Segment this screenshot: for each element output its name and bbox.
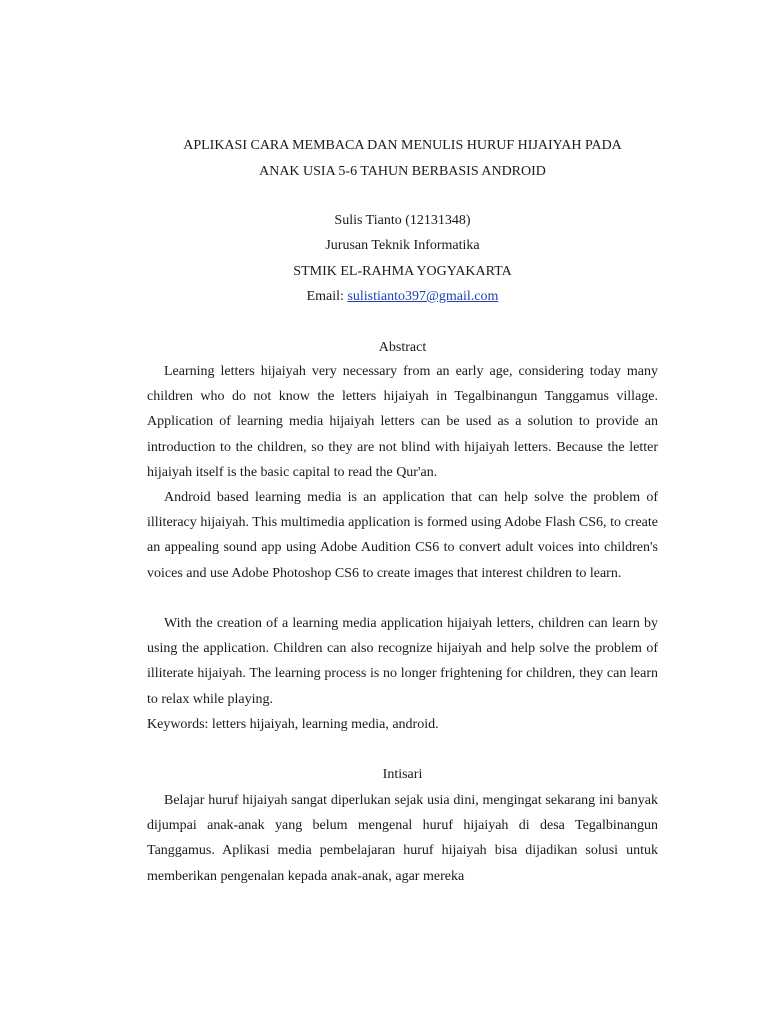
author-department: Jurusan Teknik Informatika bbox=[325, 238, 480, 253]
author-email-line bbox=[147, 289, 658, 305]
abstract-heading: Abstract bbox=[378, 340, 427, 355]
intisari-heading: Intisari bbox=[382, 767, 423, 782]
author-institution: STMIK EL-RAHMA YOGYAKARTA bbox=[293, 264, 512, 279]
abstract-paragraph-1: Learning letters hijaiyah very necessary from an early age, considering today many children who do not know the letters hijaiyah in Tegalbinangun Tanggamus village. Application of learning media hijaiyah letters can be used as a solution to provide an introduction to the children, so they are not blind with hijaiyah letters. Because the letter hijaiyah itself is the basic capital to read the Qur'an. bbox=[147, 364, 658, 480]
email-link[interactable]: sulistianto397@gmail.com bbox=[347, 289, 499, 304]
paper-title-line-2: ANAK USIA 5-6 TAHUN BERBASIS ANDROID bbox=[259, 164, 546, 179]
abstract-paragraph-2: Android based learning media is an application that can help solve the problem of illiteracy hijaiyah. This multimedia application is formed using Adobe Flash CS6, to create an appealing sound app using Adobe Audition CS6 to convert adult voices into children's voices and use Adobe Photoshop CS6 to create images that interest children to learn. bbox=[147, 490, 658, 581]
paper-title-line-1: APLIKASI CARA MEMBACA DAN MENULIS HURUF HIJAIYAH PADA bbox=[183, 138, 622, 153]
abstract-paragraph-3: With the creation of a learning media application hijaiyah letters, children can learn by using the application. Children can also recognize hijaiyah and help solve the problem of illiterate hijaiyah. The learning process is no longer frightening for children, they can learn to relax while playing. bbox=[147, 616, 658, 707]
abstract-keywords: Keywords: letters hijaiyah, learning media, android. bbox=[147, 717, 439, 732]
intisari-paragraph: Belajar huruf hijaiyah sangat diperlukan sejak usia dini, mengingat sekarang ini banyak dijumpai anak-anak yang belum mengenal huruf hijaiyah di desa Tegalbinangun Tanggamus. Aplikasi media pembelajaran huruf hijaiyah bisa dijadikan solusi untuk memberikan pengenalan kepada anak-anak, agar mereka bbox=[147, 793, 658, 884]
author-name: Sulis Tianto (12131348) bbox=[334, 213, 471, 228]
email-label: Email: bbox=[306, 289, 348, 304]
